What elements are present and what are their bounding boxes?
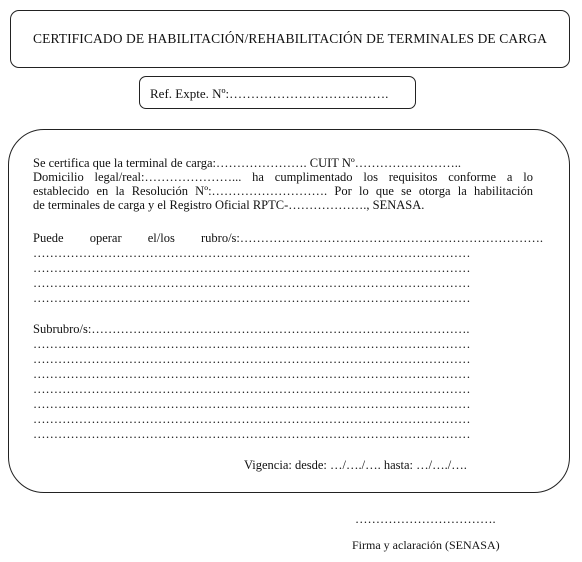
subrubros-dotted-line: …………………………………………………………………………………………… [33, 337, 471, 351]
reference-expediente: Ref. Expte. Nº:………………………………. [150, 86, 389, 101]
subrubros-dotted-line: …………………………………………………………………………………………… [33, 367, 471, 381]
rubros-dotted-line: …………………………………………………………………………………………… [33, 246, 471, 260]
subrubros-dotted-line: …………………………………………………………………………………………… [33, 382, 471, 396]
subrubros-label: Subrubro/s:………………………………………………………………………………. [33, 322, 470, 336]
rubros-dotted-line: …………………………………………………………………………………………… [33, 261, 471, 275]
rubros-dotted-line: …………………………………………………………………………………………… [33, 291, 471, 305]
certificate-title-box [10, 10, 570, 68]
rubros-label: Puede operar el/los rubro/s:………………………………………………………………. [33, 231, 543, 245]
vigencia-dates: Vigencia: desde: …/…./…. hasta: …/…./…. [244, 458, 467, 472]
certificate-line-resolucion: establecido en la Resolución Nº:………………………. Por lo que se otorga la habilitación [33, 184, 533, 198]
subrubros-dotted-line: …………………………………………………………………………………………… [33, 397, 471, 411]
certificate-line-terminal: Se certifica que la terminal de carga:…………………. CUIT Nº…………………….. [33, 156, 461, 170]
reference-box [139, 76, 416, 109]
certificate-title: CERTIFICADO DE HABILITACIÓN/REHABILITACIÓN DE TERMINALES DE CARGA [33, 31, 547, 46]
subrubros-dotted-line: …………………………………………………………………………………………… [33, 412, 471, 426]
signature-caption: Firma y aclaración (SENASA) [352, 538, 500, 552]
subrubros-dotted-line: …………………………………………………………………………………………… [33, 352, 471, 366]
subrubros-dotted-line: …………………………………………………………………………………………… [33, 427, 471, 441]
signature-line: ……………………………. [355, 512, 496, 526]
rubros-dotted-line: …………………………………………………………………………………………… [33, 276, 471, 290]
certificate-line-domicilio: Domicilio legal/real:…………………... ha cumplimentado los requisitos conforme a lo [33, 170, 533, 184]
certificate-line-registro: de terminales de carga y el Registro Oficial RPTC-………………., SENASA. [33, 198, 425, 212]
